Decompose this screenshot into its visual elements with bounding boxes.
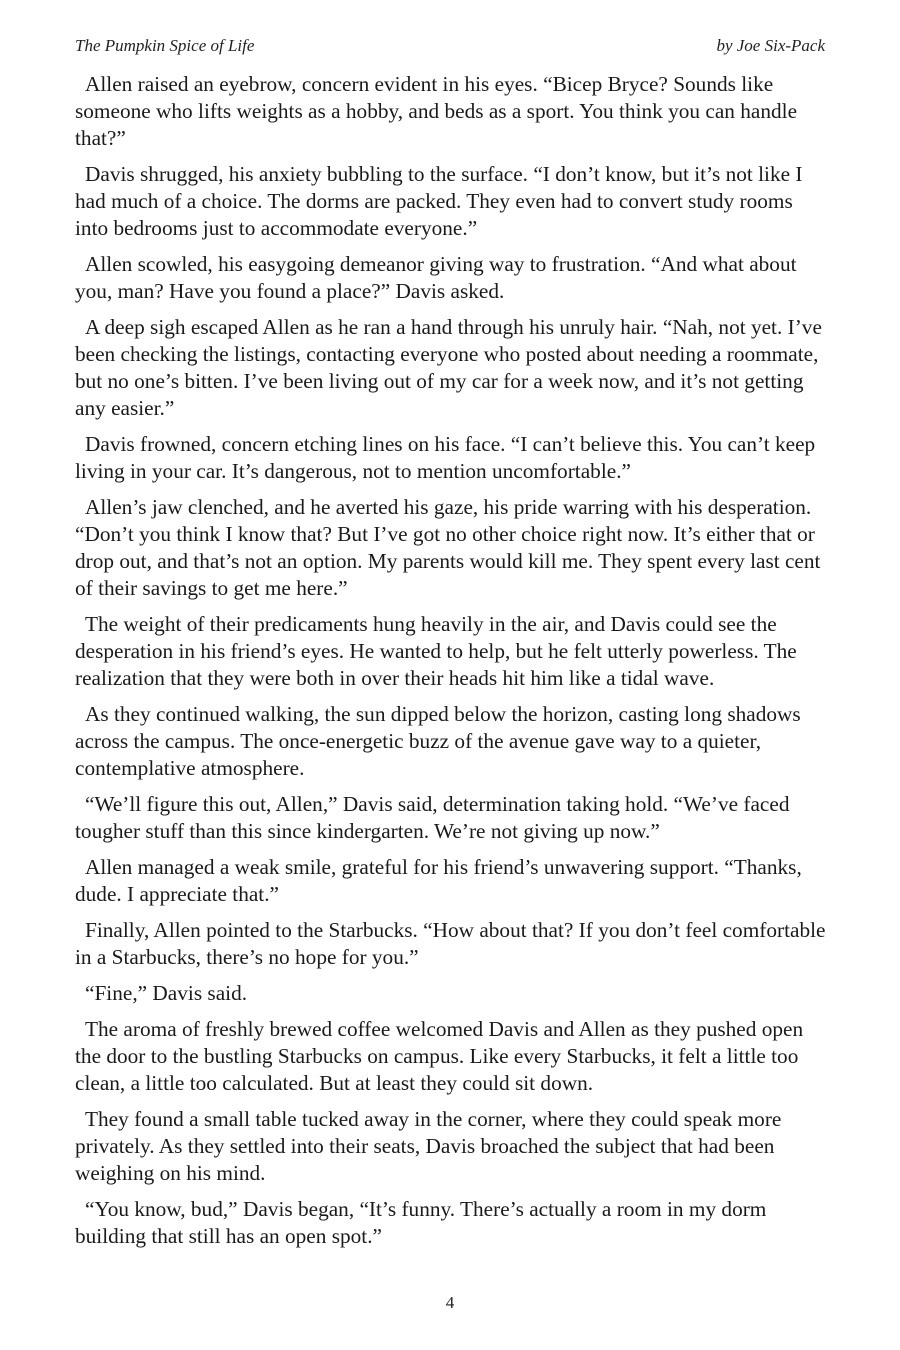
paragraph: Allen scowled, his easygoing demeanor giving way to frustration. “And what about you, man? Have you found a place?” Davis asked. bbox=[75, 252, 797, 303]
paragraph: The aroma of freshly brewed coffee welcomed Davis and Allen as they pushed open the door to the bustling Starbucks on campus. Like every Starbucks, it felt a little too clean, a little too calculated. But at least they could sit down. bbox=[75, 1017, 804, 1095]
book-title: The Pumpkin Spice of Life bbox=[75, 36, 255, 55]
paragraph: They found a small table tucked away in the corner, where they could speak more privately. As they settled into their seats, Davis broached the subject that had been weighing on his mind. bbox=[75, 1107, 782, 1185]
paragraph: Davis shrugged, his anxiety bubbling to the surface. “I don’t know, but it’s not like I had much of a choice. The dorms are packed. They even had to convert study rooms into bedrooms just to accommodate everyone.” bbox=[75, 162, 803, 240]
paragraph: Allen’s jaw clenched, and he averted his gaze, his pride warring with his desperation. “Don’t you think I know that? But I’ve got no other choice right now. It’s either that or drop out, and that’s not an option. My parents would kill me. They spent every last cent of their savings to get me here.” bbox=[75, 495, 821, 600]
paragraph: A deep sigh escaped Allen as he ran a hand through his unruly hair. “Nah, not yet. I’ve been checking the listings, contacting everyone who posted about needing a roommate, but no one’s bitten. I’ve been living out of my car for a week now, and it’s not getting any easier.” bbox=[75, 315, 822, 420]
paragraph: Davis frowned, concern etching lines on his face. “I can’t believe this. You can’t keep living in your car. It’s dangerous, not to mention uncomfortable.” bbox=[75, 432, 816, 483]
paragraph: As they continued walking, the sun dipped below the horizon, casting long shadows across the campus. The once-energetic buzz of the avenue gave way to a quieter, contemplative atmosphere. bbox=[75, 702, 801, 780]
paragraph: “Fine,” Davis said. bbox=[85, 981, 248, 1005]
paragraph: Allen managed a weak smile, grateful for his friend’s unwavering support. “Thanks, dude. I appreciate that.” bbox=[75, 855, 802, 906]
paragraph: The weight of their predicaments hung heavily in the air, and Davis could see the desperation in his friend’s eyes. He wanted to help, but he felt utterly powerless. The realization that they were both in over their heads hit him like a tidal wave. bbox=[75, 612, 797, 690]
paragraph: “We’ll figure this out, Allen,” Davis said, determination taking hold. “We’ve faced tougher stuff than this since kindergarten. We’re not giving up now.” bbox=[75, 792, 790, 843]
page-number: 4 bbox=[445, 1293, 455, 1312]
author-credit: by Joe Six-Pack bbox=[716, 36, 825, 55]
body-text bbox=[75, 71, 827, 1259]
paragraph: “You know, bud,” Davis began, “It’s funny. There’s actually a room in my dorm building that still has an open spot.” bbox=[75, 1197, 767, 1248]
paragraph: Allen raised an eyebrow, concern evident in his eyes. “Bicep Bryce? Sounds like someone who lifts weights as a hobby, and beds as a sport. You think you can handle that?” bbox=[75, 72, 798, 150]
running-header bbox=[75, 36, 825, 60]
paragraph: Finally, Allen pointed to the Starbucks. “How about that? If you don’t feel comfortable in a Starbucks, there’s no hope for you.” bbox=[75, 918, 826, 969]
